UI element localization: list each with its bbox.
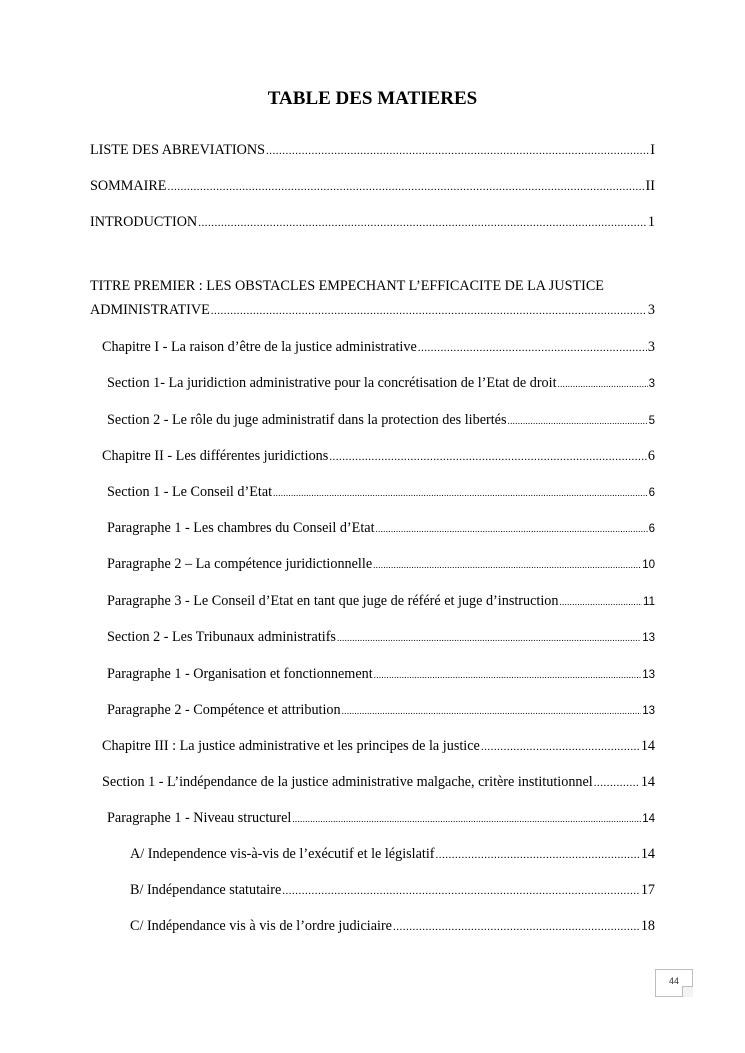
toc-entry-page: 14 xyxy=(640,846,655,862)
toc-entry-label: LISTE DES ABREVIATIONS xyxy=(90,142,265,158)
toc-entry-paragraphe-2b[interactable] xyxy=(107,702,655,719)
toc-entry-page: 6 xyxy=(648,487,655,499)
toc-entry-page: 3 xyxy=(647,302,655,318)
toc-entry-section-3-1[interactable] xyxy=(102,774,655,791)
toc-entry-b[interactable] xyxy=(130,882,655,899)
toc-entry-label: Section 2 - Les Tribunaux administratifs xyxy=(107,629,336,645)
toc-entry-page: 6 xyxy=(648,523,655,535)
toc-entry-label: Section 1 - Le Conseil d’Etat xyxy=(107,484,273,500)
dot-leader xyxy=(198,217,647,229)
toc-entry-page: 14 xyxy=(640,738,655,754)
toc-entry-label: Section 1- La juridiction administrative pour la concrétisation de l’Etat de droit xyxy=(107,375,557,391)
dot-leader xyxy=(594,777,640,789)
toc-entry-paragraphe-3[interactable] xyxy=(107,593,655,610)
toc-entry-label: Paragraphe 1 - Les chambres du Conseil d’Etat xyxy=(107,520,375,536)
dot-leader xyxy=(559,597,642,607)
toc-entry-section-2-2[interactable] xyxy=(107,629,655,646)
page-number-box xyxy=(655,969,693,997)
toc-entry-paragraphe-1c[interactable] xyxy=(107,810,655,827)
toc-entry-chapitre-2[interactable] xyxy=(102,448,655,465)
toc-entry-introduction[interactable] xyxy=(90,214,655,231)
toc-entry-label: Chapitre I - La raison d’être de la justice administrative xyxy=(102,339,417,355)
toc-entry-label: SOMMAIRE xyxy=(90,178,167,194)
toc-entry-page: I xyxy=(650,142,655,158)
dot-leader xyxy=(273,488,648,498)
toc-entry-label: Section 1 - L’indépendance de la justice administrative malgache, critère institutionnel xyxy=(102,774,593,790)
toc-entry-page: 17 xyxy=(640,882,655,898)
toc-entry-label: A/ Independence vis-à-vis de l’exécutif et le législatif xyxy=(130,846,435,862)
toc-entry-label: Section 2 - Le rôle du juge administratif dans la protection des libertés xyxy=(107,412,507,428)
toc-entry-paragraphe-1[interactable] xyxy=(107,520,655,537)
dot-leader xyxy=(393,921,640,933)
toc-entry-c[interactable] xyxy=(130,918,655,935)
page-title: TABLE DES MATIERES xyxy=(267,88,478,109)
toc-entry-page: 11 xyxy=(643,596,655,608)
dot-leader xyxy=(329,451,647,463)
toc-entry-page: 14 xyxy=(640,774,655,790)
toc-entry-label: Paragraphe 1 - Niveau structurel xyxy=(107,810,292,826)
toc-entry-section-1-2[interactable] xyxy=(107,412,655,429)
toc-entry-label: C/ Indépendance vis à vis de l’ordre judiciaire xyxy=(130,918,392,934)
toc-entry-page: 3 xyxy=(647,339,655,355)
toc-entry-abreviations[interactable] xyxy=(90,142,655,159)
toc-entry-page: II xyxy=(645,178,655,194)
toc-entry-label: B/ Indépendance statutaire xyxy=(130,882,282,898)
toc-entry-chapitre-3[interactable] xyxy=(102,738,655,755)
toc-entry-page: 14 xyxy=(642,813,655,825)
toc-entry-label: ADMINISTRATIVE xyxy=(90,302,210,318)
toc-entry-page: 3 xyxy=(648,378,655,390)
toc-entry-titre-premier[interactable] xyxy=(90,302,655,319)
toc-entry-label: INTRODUCTION xyxy=(90,214,198,230)
toc-entry-page: 18 xyxy=(640,918,655,934)
dot-leader xyxy=(337,633,641,643)
toc-entry-paragraphe-2[interactable] xyxy=(107,556,655,573)
dot-leader xyxy=(373,560,641,570)
dot-leader xyxy=(282,885,640,897)
dot-leader xyxy=(167,181,644,193)
toc-entry-page: 13 xyxy=(642,632,655,644)
toc-entry-label: Paragraphe 3 - Le Conseil d’Etat en tant que juge de référé et juge d’instruction xyxy=(107,593,559,609)
dot-leader xyxy=(508,416,648,426)
toc-entry-chapitre-1[interactable] xyxy=(102,339,655,356)
toc-entry-section-2-1[interactable] xyxy=(107,484,655,501)
toc-entry-label: Paragraphe 2 - Compétence et attribution xyxy=(107,702,341,718)
toc-entry-label: Paragraphe 1 - Organisation et fonctionnement xyxy=(107,666,373,682)
dot-leader xyxy=(292,814,641,824)
dot-leader xyxy=(211,305,647,317)
toc-entry-page: 1 xyxy=(647,214,655,230)
toc-entry-section-1-1[interactable] xyxy=(107,375,655,392)
dot-leader xyxy=(418,342,647,354)
toc-entry-label: Paragraphe 2 – La compétence juridictionnelle xyxy=(107,556,373,572)
dot-leader xyxy=(481,741,640,753)
toc-entry-label: Chapitre III : La justice administrative et les principes de la justice xyxy=(102,738,480,754)
toc-entry-page: 13 xyxy=(642,705,655,717)
dot-leader xyxy=(342,706,642,716)
dot-leader xyxy=(558,379,648,389)
toc-entry-page: 13 xyxy=(642,669,655,681)
toc-entry-page: 5 xyxy=(648,415,655,427)
dot-leader xyxy=(436,849,640,861)
toc-entry-a[interactable] xyxy=(130,846,655,863)
page-number: 44 xyxy=(668,976,679,986)
toc-entry-paragraphe-1b[interactable] xyxy=(107,666,655,683)
dot-leader xyxy=(374,670,642,680)
toc-entry-page: 6 xyxy=(647,448,655,464)
toc-entry-titre-line1: TITRE PREMIER : LES OBSTACLES EMPECHANT L’EFFICACITE DE LA JUSTICE xyxy=(90,278,604,294)
toc-entry-label: Chapitre II - Les différentes juridictions xyxy=(102,448,329,464)
toc-entry-page: 10 xyxy=(642,559,655,571)
dot-leader xyxy=(376,524,648,534)
page-curl-icon xyxy=(682,986,693,997)
toc-entry-sommaire[interactable] xyxy=(90,178,655,195)
dot-leader xyxy=(266,145,649,157)
